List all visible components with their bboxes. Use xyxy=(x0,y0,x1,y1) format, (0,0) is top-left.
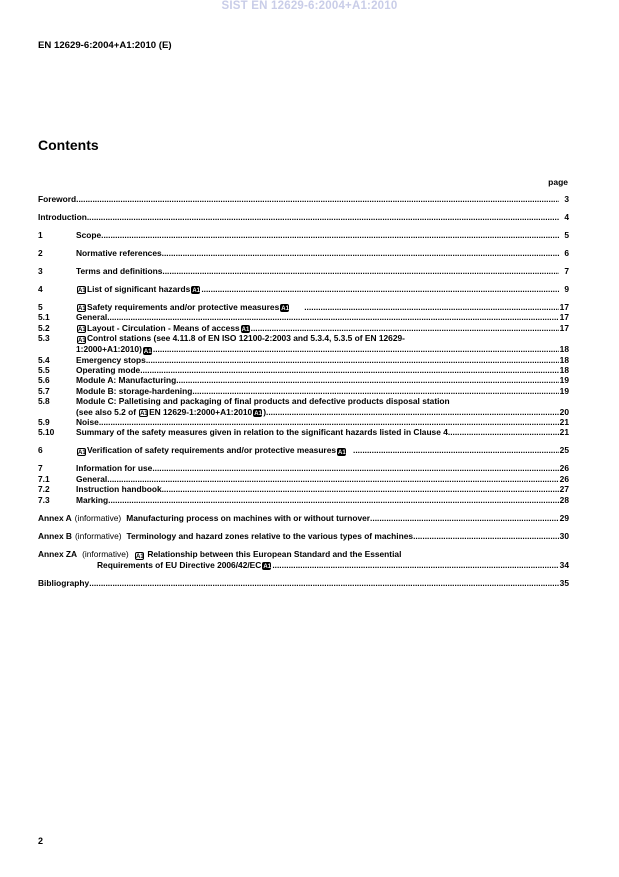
toc-entry-5-10[interactable] xyxy=(38,427,569,437)
toc-number: 5.7 xyxy=(38,385,50,396)
amendment-start-icon: A1 xyxy=(78,327,86,334)
toc-page: 34 xyxy=(559,559,569,570)
toc-page: 21 xyxy=(559,427,569,438)
amendment-end-icon: A1 xyxy=(192,288,200,295)
toc-page: 9 xyxy=(564,284,569,294)
toc-page: 18 xyxy=(559,354,569,365)
toc-title: Information for use xyxy=(76,463,153,474)
amendment-end-icon: A1 xyxy=(143,348,152,355)
toc-entry-5-8[interactable] xyxy=(38,396,569,417)
toc-entry-5-5[interactable] xyxy=(38,365,569,375)
toc-entry-5-2[interactable] xyxy=(38,323,569,333)
annex-label: Annex A xyxy=(38,512,72,523)
toc-number: 5.3 xyxy=(38,333,50,344)
toc-entry-significant-hazards[interactable] xyxy=(38,284,569,294)
amendment-end-icon: A1 xyxy=(281,306,289,313)
toc-entry-7-3[interactable] xyxy=(38,495,569,505)
toc-title: Introduction xyxy=(38,212,87,222)
toc-number: 7.2 xyxy=(38,484,50,495)
toc-title: Manufacturing process on machines with or without turnover xyxy=(126,512,371,523)
toc-title: Instruction handbook xyxy=(76,484,162,495)
toc-entry-safety-requirements[interactable] xyxy=(38,302,569,312)
toc-title: Marking xyxy=(76,494,109,505)
toc-entry-introduction[interactable] xyxy=(38,212,569,222)
toc-page: 6 xyxy=(564,248,569,258)
toc-title-line2: (see also 5.2 of xyxy=(76,406,137,417)
toc-title: Noise xyxy=(76,417,99,428)
toc-number: 5.10 xyxy=(38,427,55,438)
toc-entry-information-for-use[interactable] xyxy=(38,463,569,473)
toc-page: 26 xyxy=(559,463,569,474)
annex-kind: (informative) xyxy=(74,530,122,541)
annex-kind: (informative) xyxy=(74,512,122,523)
toc-number: 5.1 xyxy=(38,312,50,323)
toc-entry-bibliography[interactable] xyxy=(38,578,569,588)
toc-title-line1: Relationship between this European Standard and the Essential xyxy=(147,548,402,559)
toc-number: 5.9 xyxy=(38,417,50,428)
toc-title-line2: 1:2000+A1:2010) xyxy=(76,344,142,355)
toc-entry-7-2[interactable] xyxy=(38,484,569,494)
toc-title-line1: Module C: Palletising and packaging of final products and defective products disposal station xyxy=(76,396,450,407)
amendment-end-icon: A1 xyxy=(338,449,346,456)
toc-entry-annex-b[interactable] xyxy=(38,531,569,541)
toc-title: Normative references xyxy=(76,248,162,258)
amendment-end-icon: A1 xyxy=(241,327,250,334)
toc-number: 3 xyxy=(38,266,43,276)
toc-entry-terms-definitions[interactable] xyxy=(38,266,569,276)
toc-page: 18 xyxy=(559,344,569,355)
toc-entry-5-9[interactable] xyxy=(38,417,569,427)
toc-number: 5.4 xyxy=(38,354,50,365)
annex-kind: (informative) xyxy=(82,548,129,559)
table-of-contents xyxy=(38,194,569,588)
toc-entry-verification[interactable] xyxy=(38,445,569,455)
toc-title-line1: Control stations (see 4.11.8 of EN ISO 12100-2:2003 and 5.3.4, 5.3.5 of EN 12629- xyxy=(87,333,405,344)
toc-page: 27 xyxy=(559,484,569,495)
toc-entry-annex-za[interactable] xyxy=(38,549,569,570)
toc-page: 3 xyxy=(564,194,569,204)
amendment-start-icon: A1 xyxy=(78,288,86,295)
toc-entry-5-3[interactable] xyxy=(38,333,569,354)
toc-page: 7 xyxy=(564,266,569,276)
toc-number: 5.2 xyxy=(38,322,50,333)
page-title: Contents xyxy=(38,137,99,153)
toc-entry-5-7[interactable] xyxy=(38,386,569,396)
toc-page: 17 xyxy=(559,312,569,323)
toc-page: 17 xyxy=(559,302,569,312)
toc-title: General xyxy=(76,312,108,323)
toc-number: 4 xyxy=(38,284,43,294)
toc-page: 5 xyxy=(564,230,569,240)
toc-title: Module B: storage-hardening xyxy=(76,385,193,396)
toc-entry-scope[interactable] xyxy=(38,230,569,240)
page-column-label: page xyxy=(548,177,568,187)
toc-page: 21 xyxy=(559,417,569,428)
toc-number: 7.1 xyxy=(38,473,50,484)
amendment-start-icon: A1 xyxy=(78,449,86,456)
toc-page: 18 xyxy=(559,365,569,376)
toc-title: General xyxy=(76,473,108,484)
toc-number: 6 xyxy=(38,445,43,456)
annex-label: Annex ZA xyxy=(38,548,77,559)
toc-title: Summary of the safety measures given in relation to the significant hazards listed in Clause 4 xyxy=(76,427,448,438)
toc-page: 26 xyxy=(559,473,569,484)
toc-title: Module A: Manufacturing xyxy=(76,375,177,386)
toc-entry-5-6[interactable] xyxy=(38,375,569,385)
toc-page: 17 xyxy=(559,322,569,333)
amendment-end-icon: A1 xyxy=(263,564,271,571)
amendment-start-icon: A1 xyxy=(140,411,148,418)
toc-title: Emergency stops xyxy=(76,354,146,365)
toc-title: Operating mode xyxy=(76,365,141,376)
toc-title: Foreword xyxy=(38,194,77,204)
toc-entry-normative-references[interactable] xyxy=(38,248,569,258)
amendment-start-icon: A1 xyxy=(78,306,86,313)
toc-title-line2-close: ) xyxy=(263,406,266,417)
toc-entry-5-4[interactable] xyxy=(38,355,569,365)
toc-title-line2: Requirements of EU Directive 2006/42/EC xyxy=(97,559,262,570)
toc-number: 5.6 xyxy=(38,375,50,386)
toc-entry-foreword[interactable] xyxy=(38,194,569,204)
toc-title: List of significant hazards xyxy=(87,284,191,294)
toc-page: 28 xyxy=(559,494,569,505)
amendment-end-icon: A1 xyxy=(254,411,262,418)
toc-page: 19 xyxy=(559,385,569,396)
toc-title: Verification of safety requirements and/or protective measures xyxy=(87,445,337,456)
toc-number: 5.8 xyxy=(38,396,50,407)
annex-label: Annex B xyxy=(38,530,72,541)
toc-title: Terms and definitions xyxy=(76,266,163,276)
toc-page: 25 xyxy=(559,445,569,456)
toc-entry-7-1[interactable] xyxy=(38,474,569,484)
toc-number: 5 xyxy=(38,302,43,312)
toc-page: 30 xyxy=(559,530,569,541)
amendment-start-icon: A1 xyxy=(78,338,86,345)
toc-entry-annex-a[interactable] xyxy=(38,513,569,523)
toc-title: Terminology and hazard zones relative to the various types of machines xyxy=(126,530,414,541)
toc-number: 5.5 xyxy=(38,365,50,376)
toc-page: 19 xyxy=(559,375,569,386)
amendment-start-icon: A1 xyxy=(135,553,144,560)
watermark: SIST EN 12629-6:2004+A1:2010 xyxy=(221,0,398,12)
toc-number: 1 xyxy=(38,230,43,240)
toc-page: 35 xyxy=(559,577,569,588)
page-number: 2 xyxy=(38,836,44,846)
toc-number: 2 xyxy=(38,248,43,258)
toc-entry-5-1[interactable] xyxy=(38,312,569,322)
toc-title-line2-ref: EN 12629-1:2000+A1:2010 xyxy=(149,406,253,417)
toc-title: Scope xyxy=(76,230,102,240)
toc-title: Safety requirements and/or protective measures xyxy=(87,302,280,312)
standard-header: EN 12629-6:2004+A1:2010 (E) xyxy=(38,40,172,51)
toc-title: Layout - Circulation - Means of access xyxy=(87,322,240,333)
toc-page: 4 xyxy=(564,212,569,222)
toc-title: Bibliography xyxy=(38,577,90,588)
toc-page: 20 xyxy=(559,406,569,417)
toc-page: 29 xyxy=(559,512,569,523)
toc-number: 7 xyxy=(38,463,43,474)
toc-number: 7.3 xyxy=(38,494,50,505)
